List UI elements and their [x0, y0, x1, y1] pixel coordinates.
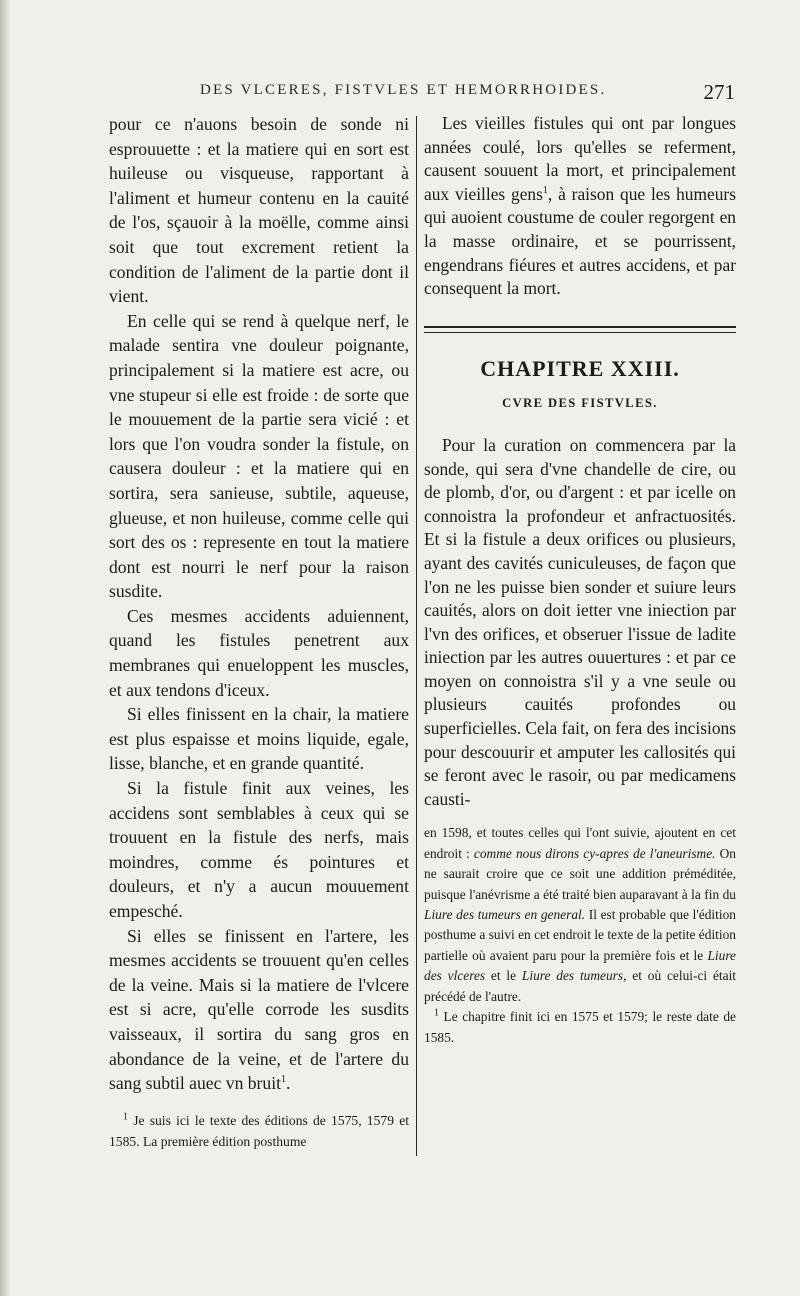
page-header	[190, 80, 735, 110]
footnote-number: 1	[434, 1007, 439, 1019]
paragraph: pour ce n'auons besoin de sonde ni esprouuette : et la matiere qui en sort est huileuse ou visqueuse, rapportant à l'aliment et humeur contenu en la cauité de l'os, sçauoir à la moëlle, comme ainsi soit que tout excrement retient la condition de l'aliment de la partie dont il vient.	[109, 114, 409, 307]
note-text: et où celui-ci était précédé de l'autre.	[424, 968, 737, 1004]
running-head: DES VLCERES, FISTVLES ET HEMORRHOIDES.	[200, 82, 607, 98]
chapter-paragraph: Pour la curation on commencera par la sonde, qui sera d'vne chandelle de cire, ou de plomb, d'or, ou d'argent : et par icelle on connoistra la profondeur et anfractuosités. Et si la fistule a deux orifices ou plusieurs, ayant des cavités cuniculeuses, de façon que l'on ne les puisse bien sonder et suiure leurs cauités, alors on doit ietter vne iniection par l'vn des orifices, et obseruer l'issue de ladite iniection par les autres ouuertures : et par ce moyen on connoistra s'il y a vne seule ou plusieurs cauités profondes ou superficielles. Cela fait, on fera des incisions pour descouurir et amputer les callosités qui se feront avec le rasoir, ou par medicamens causti-	[424, 434, 736, 809]
footnote-number: 1	[123, 1111, 128, 1123]
footnote-left	[109, 1110, 409, 1152]
paragraph-with-note: Si elles se finissent en l'artere, les mesmes accidents se trouuent qu'en celles de la veine. Mais si la matiere de l'vlcere est si acre, qu'elle corrode les susdits vaisseaux, il sortira du sang gros en abondance de la veine, et de l'artere du sang subtil auec vn bruit$^1$.	[109, 925, 409, 1094]
intro-text-end: , à raison que les humeurs qui auoient coustume de couler regorgent en la masse ordinaire, et se pourrissent, engendrans fiéures et autres accidens, et par consequent la mort.	[424, 183, 736, 299]
paragraph: Si la fistule finit aux veines, les accidens sont semblables à ceux qui se trouuent en la fistule des nerfs, mais moindres, comme és pointures et douleurs, et n'y a aucun mouuement empesché.	[109, 778, 409, 921]
paragraph: Ces mesmes accidents aduiennent, quand les fistules penetrent aux membranes qui enueloppent les muscles, et aux tendons d'iceux.	[109, 605, 409, 700]
footnote-text: Le chapitre finit ici en 1575 et 1579; le reste date de 1585.	[424, 1009, 736, 1045]
note-italic: Liure des tumeurs en general.	[424, 907, 586, 923]
paragraph-text: Si elles se finissent en l'artere, les mesmes accidents se trouuent qu'en celles de la veine. Mais si la matiere de l'vlcere est si acre, qu'elle corrode les susdits vaisseaux, il sortira du sang gros en abondance de la veine, et de l'artere du sang subtil auec vn bruit	[109, 925, 409, 1094]
note-continuation	[424, 823, 736, 1007]
paragraph: Si elles finissent en la chair, la matiere est plus espaisse et moins liquide, egale, lisse, blanche, et en grande quantité.	[109, 704, 409, 774]
right-column	[424, 112, 736, 1048]
chapter-title: CHAPITRE XXIII.	[480, 355, 680, 381]
note-text: en 1598, et toutes celles qui l'ont suivie, ajoutent en cet endroit :	[424, 825, 736, 861]
footnote-right	[424, 1007, 736, 1048]
intro-text: Les vieilles fistules qui ont par longues années coulé, lors qu'elles se referment, causent souuent la mort, et principalement aux vieilles gens	[424, 113, 736, 204]
footnote-marker: 1	[542, 184, 548, 196]
note-text: On ne saurait croire que ce soit une addition préméditée, puisque l'anévrisme a été traité bien auparavant à la fin du	[424, 845, 736, 902]
left-column	[109, 112, 409, 1096]
footnote-marker: 1	[281, 1074, 286, 1086]
page-number: 271	[703, 80, 735, 104]
section-rule	[424, 326, 736, 333]
note-italic: Liure des vlceres	[424, 947, 736, 984]
note-text: Il est probable que l'édition posthume a suivi en cet endroit le texte de la petite édition partielle où avaient paru pour la première fois et le	[424, 907, 736, 963]
paragraph: En celle qui se rend à quelque nerf, le malade sentira vne douleur poignante, principalement si la matiere est acre, ou vne stupeur si elle est froide : de sorte que le mouuement de la partie sera vicié : et lors que l'on voudra sonder la fistule, on causera douleur : et la matiere qui en sortira, sera sanieuse, subtile, aqueuse, glueuse, et non huileuse, comme celle qui sort des os : represente en tout la matiere dont est nourri le nerf pour la raison susdite.	[109, 310, 409, 602]
notes-block	[424, 823, 736, 1047]
column-divider	[416, 116, 417, 1156]
note-italic: Liure des tumeurs,	[521, 968, 627, 984]
intro-paragraph	[424, 112, 736, 301]
chapter-subtitle: CVRE DES FISTVLES.	[502, 396, 658, 411]
footnote-text: Je suis ici le texte des éditions de 1575, 1579 et 1585. La première édition posthume	[109, 1113, 409, 1149]
note-italic: comme nous dirons cy-apres de l'aneurisme.	[473, 845, 716, 861]
page-edge	[0, 0, 10, 1296]
note-text: et le	[485, 968, 522, 984]
